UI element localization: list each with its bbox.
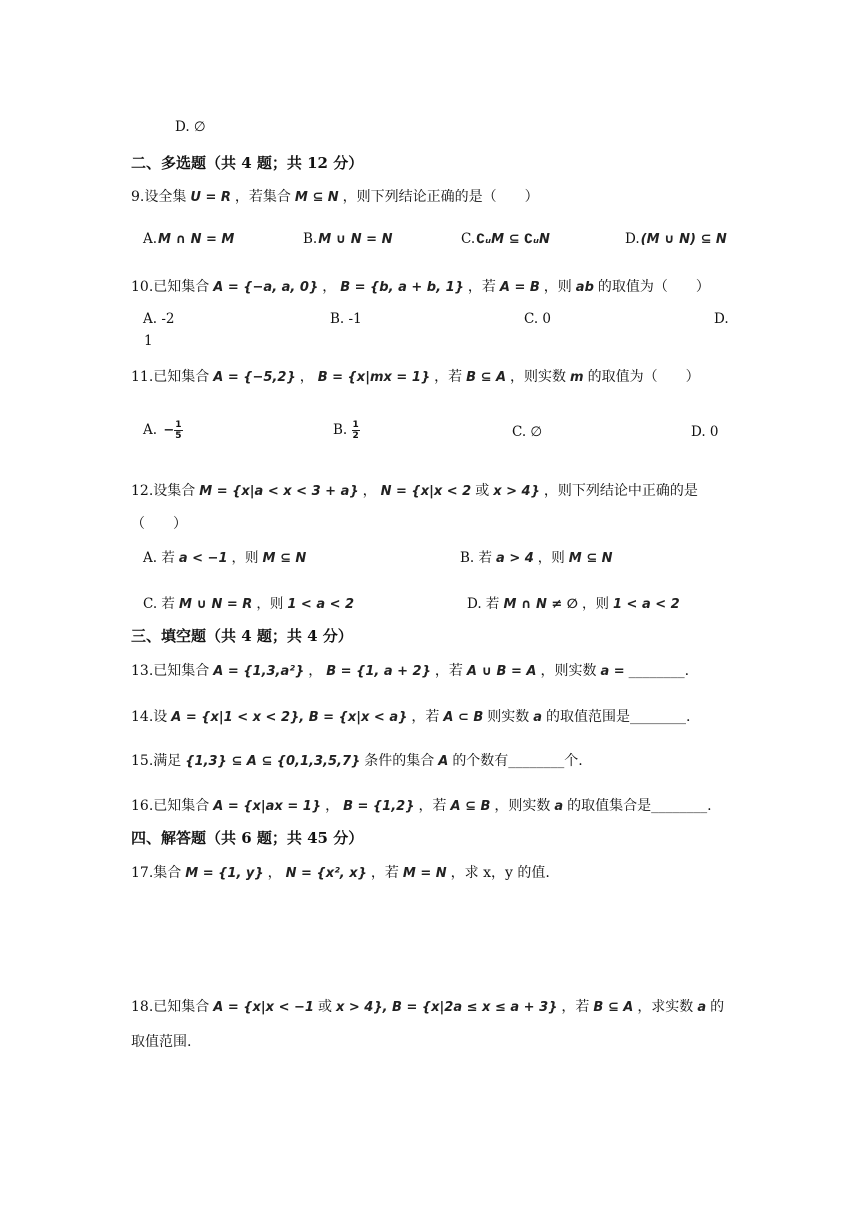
section-heading-multiple-choice: 二、多选题（共 4 题；共 12 分） <box>131 154 364 172</box>
question-17-stem: 17.集合 M = {1, y} ， N = {x², x} ，若 M = N ，求 x，y 的值. <box>131 865 550 881</box>
question-16-stem: 16.已知集合 A = {x|ax = 1} ， B = {1,2} ，若 A ⊆ B ，则实数 a 的取值集合是________. <box>131 798 712 814</box>
question-10-option-d: D. <box>714 311 729 327</box>
question-9-stem: 9.设全集 U = R ，若集合 M ⊆ N ，则下列结论正确的是（ ） <box>131 189 539 205</box>
question-13-stem: 13.已知集合 A = {1,3,a²} ， B = {1, a + 2} ，若 A ∪ B = A ，则实数 a = ________. <box>131 663 690 679</box>
question-9-option-b: B.M ∪ N = N <box>303 231 393 247</box>
question-11-stem: 11.已知集合 A = {−5,2} ， B = {x|mx = 1} ，若 B ⊆ A ，则实数 m 的取值为（ ） <box>131 369 700 385</box>
question-9-option-a: A.M ∩ N = M <box>143 231 235 247</box>
question-10-option-b: B. -1 <box>330 311 362 327</box>
question-10-stem: 10.已知集合 A = {−a, a, 0} ， B = {b, a + b, 1} ，若 A = B ，则 ab 的取值为（ ） <box>131 279 710 295</box>
question-15-stem: 15.满足 {1,3} ⊆ A ⊆ {0,1,3,5,7} 条件的集合 A 的个数有________个. <box>131 753 583 769</box>
question-18-stem: 18.已知集合 A = {x|x < −1 或 x > 4}, B = {x|2a ≤ x ≤ a + 3} ，若 B ⊆ A ，求实数 a 的 <box>131 999 725 1015</box>
question-12-option-a: A. 若 a < −1 ，则 M ⊆ N <box>143 550 307 566</box>
question-11-option-b: B. $\frac{1}{2}$ <box>333 420 359 441</box>
section-heading-fill-in: 三、填空题（共 4 题；共 4 分） <box>131 627 353 645</box>
fraction: $\frac{1}{2}$ <box>352 420 359 441</box>
question-14-stem: 14.设 A = {x|1 < x < 2}, B = {x|x < a} ，若 A ⊂ B 则实数 a 的取值范围是________. <box>131 709 691 725</box>
question-12-option-d: D. 若 M ∩ N ≠ ∅ ，则 1 < a < 2 <box>467 596 680 612</box>
question-12-stem: 12.设集合 M = {x|a < x < 3 + a} ， N = {x|x < 2 或 x > 4} ，则下列结论中正确的是 <box>131 483 698 499</box>
question-11-option-a: A. − $\frac{1}{5}$ <box>143 420 182 441</box>
question-9-option-c: C.∁ᵤM ⊆ ∁ᵤN <box>461 231 550 247</box>
question-11-option-c: C. ∅ <box>512 424 543 440</box>
question-9-option-d: D.(M ∪ N) ⊆ N <box>625 231 727 247</box>
question-10-option-c: C. 0 <box>524 311 552 327</box>
question-12-option-c: C. 若 M ∪ N = R ，则 1 < a < 2 <box>143 596 355 612</box>
math-expr: M ⊆ N <box>294 190 339 205</box>
question-12-paren: （ ） <box>131 516 187 532</box>
q8-option-d: D. ∅ <box>175 119 206 135</box>
math-expr: U = R <box>190 190 231 205</box>
section-heading-answer: 四、解答题（共 6 题；共 45 分） <box>131 829 364 847</box>
question-12-option-b: B. 若 a > 4 ，则 M ⊆ N <box>460 550 613 566</box>
question-11-option-d: D. 0 <box>691 424 719 440</box>
question-10-option-a: A. -2 <box>143 311 175 327</box>
fraction: $\frac{1}{5}$ <box>175 420 182 441</box>
question-18-stem-line2: 取值范围. <box>131 1034 192 1050</box>
question-10-option-d-value: 1 <box>144 333 153 349</box>
